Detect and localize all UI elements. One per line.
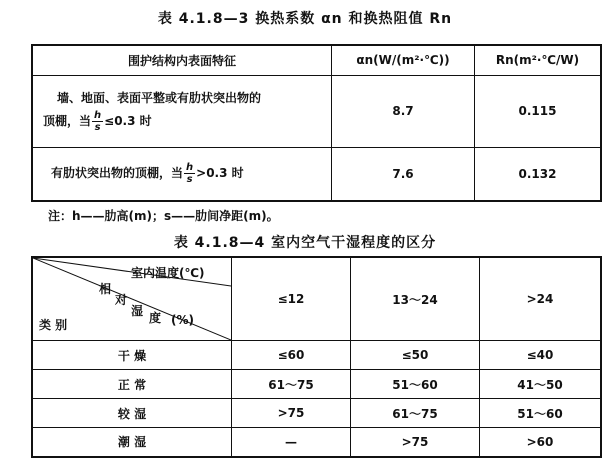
r-value: 0.115 [475, 75, 602, 147]
table2-title: 表 4.1.8—4 室内空气干湿程度的区分 [173, 235, 437, 251]
value-cell: ≤50 [351, 341, 480, 370]
feature-suffix: >0.3 时 [196, 166, 244, 181]
feature-cell [32, 147, 332, 201]
table-row [32, 147, 601, 201]
alpha-value: 7.6 [332, 147, 475, 201]
r-value: 0.132 [475, 147, 602, 201]
category-cell: 干 燥 [32, 341, 232, 370]
table-row [32, 75, 601, 147]
h-over-s-fraction: $\frac{h}{s}$ [94, 110, 102, 133]
column-header: >24 [480, 257, 602, 341]
feature-suffix: ≤0.3 时 [104, 114, 152, 128]
value-cell: — [232, 428, 351, 457]
table-row [32, 370, 601, 399]
category-cell: 正 常 [32, 370, 232, 399]
heat-transfer-table [31, 44, 602, 202]
column-header: 13～24 [351, 257, 480, 341]
value-cell: ≤40 [480, 341, 602, 370]
table1-title: 表 4.1.8—3 换热系数 αn 和换热阻值 Rn [157, 11, 453, 27]
value-cell: 61～75 [232, 370, 351, 399]
alpha-value: 8.7 [332, 75, 475, 147]
value-cell: >60 [480, 428, 602, 457]
feature-prefix: 顶棚，当 [43, 114, 92, 128]
diagonal-corner-cell [32, 257, 232, 341]
table-row [32, 399, 601, 428]
table-header-row [32, 257, 601, 341]
value-cell: >75 [232, 399, 351, 428]
feature-line2 [43, 110, 331, 133]
value-cell: 61～75 [351, 399, 480, 428]
category-cell: 较 湿 [32, 399, 232, 428]
table-row [32, 428, 601, 457]
header-feature: 围护结构内表面特征 [32, 45, 332, 75]
category-label: 类 别 [39, 318, 68, 332]
value-cell: 41～50 [480, 370, 602, 399]
humidity-label-3: 湿 [131, 304, 144, 318]
table-header-row [32, 45, 601, 75]
feature-prefix: 有肋状突出物的顶棚，当 [51, 166, 184, 181]
feature-cell [32, 75, 332, 147]
header-r: Rn(m²·℃/W) [475, 45, 602, 75]
table1-note: 注：h——肋高(m)；s——肋间净距(m)。 [48, 209, 279, 223]
value-cell: 51～60 [351, 370, 480, 399]
value-cell: 51～60 [480, 399, 602, 428]
header-alpha: αn(W/(m²·℃)) [332, 45, 475, 75]
feature-line1: 墙、地面、表面平整或有肋状突出物的 [57, 91, 262, 105]
humidity-classification-table [31, 256, 602, 458]
h-over-s-fraction: $\frac{h}{s}$ [186, 162, 194, 186]
temp-label: 室内温度(℃) [131, 266, 205, 280]
humidity-label-4: 度 [149, 311, 162, 325]
humidity-label-2: 对 [115, 293, 128, 307]
value-cell: >75 [351, 428, 480, 457]
category-cell: 潮 湿 [32, 428, 232, 457]
humidity-unit: (%) [171, 313, 194, 327]
value-cell: ≤60 [232, 341, 351, 370]
table-row [32, 341, 601, 370]
column-header: ≤12 [232, 257, 351, 341]
humidity-label-1: 相 [99, 282, 112, 296]
